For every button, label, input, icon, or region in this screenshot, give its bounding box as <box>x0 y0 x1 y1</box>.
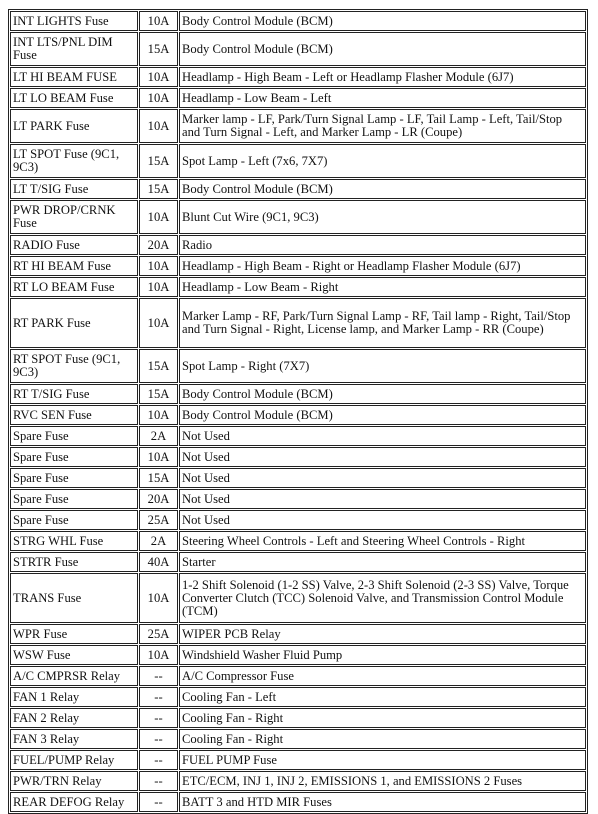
table-row <box>10 67 586 87</box>
fuse-description: Headlamp - High Beam - Right or Headlamp Flasher Module (6J7) <box>179 256 586 276</box>
fuse-amperage: -- <box>139 792 178 812</box>
table-row <box>10 32 586 66</box>
fuse-name: FAN 2 Relay <box>10 708 138 728</box>
fuse-description: BATT 3 and HTD MIR Fuses <box>179 792 586 812</box>
table-row <box>10 666 586 686</box>
fuse-amperage: 15A <box>139 32 178 66</box>
fuse-name: RT SPOT Fuse (9C1, 9C3) <box>10 349 138 383</box>
fuse-name: INT LTS/PNL DIM Fuse <box>10 32 138 66</box>
fuse-name: Spare Fuse <box>10 510 138 530</box>
table-row <box>10 298 586 348</box>
fuse-amperage: 10A <box>139 256 178 276</box>
fuse-description: FUEL PUMP Fuse <box>179 750 586 770</box>
fuse-amperage: 10A <box>139 405 178 425</box>
fuse-description: Not Used <box>179 510 586 530</box>
fuse-amperage: 10A <box>139 200 178 234</box>
fuse-amperage: 15A <box>139 384 178 404</box>
fuse-name: LT LO BEAM Fuse <box>10 88 138 108</box>
fuse-name: RT PARK Fuse <box>10 298 138 348</box>
fuse-name: FUEL/PUMP Relay <box>10 750 138 770</box>
fuse-name: Spare Fuse <box>10 447 138 467</box>
table-row <box>10 624 586 644</box>
table-row <box>10 573 586 623</box>
fuse-amperage: 10A <box>139 277 178 297</box>
table-row <box>10 349 586 383</box>
table-row <box>10 405 586 425</box>
fuse-description: Not Used <box>179 468 586 488</box>
fuse-amperage: 25A <box>139 510 178 530</box>
table-row <box>10 510 586 530</box>
fuse-amperage: 10A <box>139 11 178 31</box>
fuse-description: Cooling Fan - Right <box>179 708 586 728</box>
fuse-name: PWR/TRN Relay <box>10 771 138 791</box>
fuse-amperage: 15A <box>139 349 178 383</box>
fuse-description: Body Control Module (BCM) <box>179 405 586 425</box>
table-row <box>10 447 586 467</box>
fuse-table <box>8 9 588 814</box>
fuse-description: Body Control Module (BCM) <box>179 384 586 404</box>
fuse-table-body <box>10 11 586 812</box>
table-row <box>10 531 586 551</box>
fuse-name: RT T/SIG Fuse <box>10 384 138 404</box>
fuse-description: Marker Lamp - RF, Park/Turn Signal Lamp - RF, Tail lamp - Right, Tail/Stop and Turn Signal - Right, License lamp, and Marker Lamp - RR (Coupe) <box>179 298 586 348</box>
table-row <box>10 256 586 276</box>
table-row <box>10 11 586 31</box>
fuse-name: FAN 1 Relay <box>10 687 138 707</box>
fuse-description: WIPER PCB Relay <box>179 624 586 644</box>
fuse-description: Body Control Module (BCM) <box>179 32 586 66</box>
fuse-amperage: 10A <box>139 447 178 467</box>
fuse-amperage: 15A <box>139 179 178 199</box>
table-row <box>10 552 586 572</box>
fuse-amperage: 15A <box>139 144 178 178</box>
table-row <box>10 179 586 199</box>
fuse-name: TRANS Fuse <box>10 573 138 623</box>
fuse-name: STRTR Fuse <box>10 552 138 572</box>
table-row <box>10 708 586 728</box>
fuse-description: Windshield Washer Fluid Pump <box>179 645 586 665</box>
fuse-amperage: -- <box>139 708 178 728</box>
fuse-description: Starter <box>179 552 586 572</box>
fuse-description: Not Used <box>179 426 586 446</box>
fuse-name: WPR Fuse <box>10 624 138 644</box>
table-row <box>10 384 586 404</box>
fuse-description: Blunt Cut Wire (9C1, 9C3) <box>179 200 586 234</box>
fuse-description: Body Control Module (BCM) <box>179 11 586 31</box>
fuse-amperage: 10A <box>139 645 178 665</box>
fuse-description: 1-2 Shift Solenoid (1-2 SS) Valve, 2-3 Shift Solenoid (2-3 SS) Valve, Torque Converter Clutch (TCC) Solenoid Valve, and Transmission Control Module (TCM) <box>179 573 586 623</box>
table-row <box>10 729 586 749</box>
fuse-description: Spot Lamp - Left (7x6, 7X7) <box>179 144 586 178</box>
fuse-name: STRG WHL Fuse <box>10 531 138 551</box>
table-row <box>10 426 586 446</box>
fuse-description: Cooling Fan - Right <box>179 729 586 749</box>
table-row <box>10 792 586 812</box>
fuse-description: Headlamp - Low Beam - Left <box>179 88 586 108</box>
fuse-description: Headlamp - Low Beam - Right <box>179 277 586 297</box>
table-row <box>10 235 586 255</box>
fuse-description: Not Used <box>179 447 586 467</box>
table-row <box>10 277 586 297</box>
fuse-description: Steering Wheel Controls - Left and Steering Wheel Controls - Right <box>179 531 586 551</box>
table-row <box>10 144 586 178</box>
fuse-name: PWR DROP/CRNK Fuse <box>10 200 138 234</box>
fuse-description: A/C Compressor Fuse <box>179 666 586 686</box>
fuse-table-container <box>8 9 588 814</box>
fuse-name: RADIO Fuse <box>10 235 138 255</box>
fuse-amperage: 10A <box>139 67 178 87</box>
fuse-amperage: 10A <box>139 88 178 108</box>
fuse-amperage: -- <box>139 687 178 707</box>
fuse-amperage: 25A <box>139 624 178 644</box>
fuse-amperage: -- <box>139 729 178 749</box>
fuse-name: WSW Fuse <box>10 645 138 665</box>
fuse-description: Marker lamp - LF, Park/Turn Signal Lamp - LF, Tail Lamp - Left, Tail/Stop and Turn Signal - Left, and Marker Lamp - LR (Coupe) <box>179 109 586 143</box>
fuse-description: Radio <box>179 235 586 255</box>
fuse-description: ETC/ECM, INJ 1, INJ 2, EMISSIONS 1, and EMISSIONS 2 Fuses <box>179 771 586 791</box>
fuse-name: REAR DEFOG Relay <box>10 792 138 812</box>
fuse-name: Spare Fuse <box>10 426 138 446</box>
fuse-name: LT PARK Fuse <box>10 109 138 143</box>
fuse-amperage: 10A <box>139 573 178 623</box>
table-row <box>10 771 586 791</box>
fuse-description: Headlamp - High Beam - Left or Headlamp Flasher Module (6J7) <box>179 67 586 87</box>
fuse-name: RT HI BEAM Fuse <box>10 256 138 276</box>
fuse-name: Spare Fuse <box>10 489 138 509</box>
fuse-amperage: 2A <box>139 426 178 446</box>
fuse-description: Not Used <box>179 489 586 509</box>
fuse-name: LT SPOT Fuse (9C1, 9C3) <box>10 144 138 178</box>
fuse-name: RT LO BEAM Fuse <box>10 277 138 297</box>
fuse-amperage: -- <box>139 666 178 686</box>
fuse-amperage: 15A <box>139 468 178 488</box>
fuse-name: LT T/SIG Fuse <box>10 179 138 199</box>
table-row <box>10 645 586 665</box>
table-row <box>10 687 586 707</box>
fuse-amperage: 40A <box>139 552 178 572</box>
fuse-name: RVC SEN Fuse <box>10 405 138 425</box>
fuse-name: LT HI BEAM FUSE <box>10 67 138 87</box>
fuse-amperage: 10A <box>139 298 178 348</box>
fuse-name: FAN 3 Relay <box>10 729 138 749</box>
fuse-name: Spare Fuse <box>10 468 138 488</box>
fuse-amperage: -- <box>139 771 178 791</box>
fuse-description: Spot Lamp - Right (7X7) <box>179 349 586 383</box>
fuse-amperage: 20A <box>139 489 178 509</box>
fuse-amperage: 10A <box>139 109 178 143</box>
table-row <box>10 468 586 488</box>
fuse-amperage: 2A <box>139 531 178 551</box>
fuse-description: Cooling Fan - Left <box>179 687 586 707</box>
fuse-amperage: 20A <box>139 235 178 255</box>
fuse-description: Body Control Module (BCM) <box>179 179 586 199</box>
fuse-name: INT LIGHTS Fuse <box>10 11 138 31</box>
table-row <box>10 750 586 770</box>
fuse-name: A/C CMPRSR Relay <box>10 666 138 686</box>
fuse-amperage: -- <box>139 750 178 770</box>
table-row <box>10 489 586 509</box>
table-row <box>10 88 586 108</box>
table-row <box>10 109 586 143</box>
table-row <box>10 200 586 234</box>
